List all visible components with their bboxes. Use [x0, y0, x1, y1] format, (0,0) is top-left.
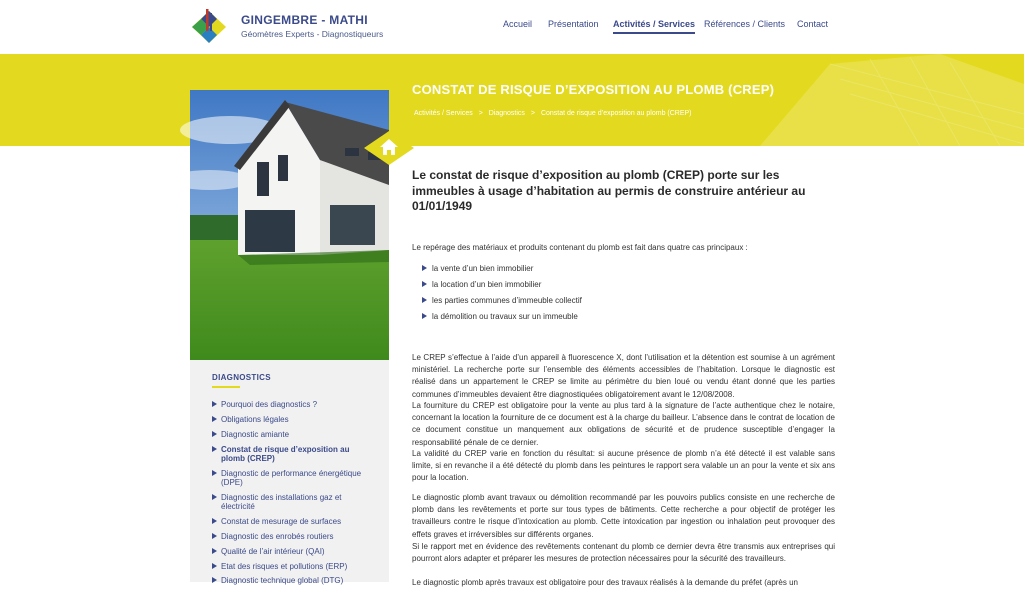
- intro-heading: Le constat de risque d’exposition au plomb (CREP) porte sur les immeubles à usage d’habitation au permis de construire antérieur au 01/01/1949: [412, 168, 806, 213]
- sidebar-item-amiante[interactable]: [212, 430, 372, 439]
- sidebar-item-erp[interactable]: [212, 562, 372, 571]
- paragraph-plomb-travaux: Le diagnostic plomb avant travaux ou démolition recommandé par les pouvoirs publics consiste en une recherche de plomb dans les revêtements et porte sur tous types de bâtiments. Cette recherche a pour objectif de protéger les travailleurs contre le risque d’intoxication au plomb. Cette intoxication par ingestion ou inhalation peut provoquer des effets graves et irréversibles sur différents organes.: [412, 493, 835, 539]
- bullet-text: la location d’un bien immobilier: [432, 280, 542, 289]
- page-title: CONSTAT DE RISQUE D’EXPOSITION AU PLOMB (CREP): [412, 82, 775, 97]
- site-header: [0, 0, 1024, 54]
- arrow-right-icon: [212, 533, 217, 539]
- sidebar-item-label: Diagnostic de performance énergétique (DPE): [221, 469, 362, 487]
- house-photo: [190, 90, 389, 360]
- sidebar-item-dtg[interactable]: [212, 576, 372, 585]
- breadcrumb-separator: >: [530, 110, 535, 117]
- sidebar-item-gaz-electricite[interactable]: [212, 493, 372, 511]
- arrow-right-icon: [212, 470, 217, 476]
- breadcrumb-separator: >: [478, 110, 483, 117]
- bullet-text: la démolition ou travaux sur un immeuble: [432, 312, 578, 321]
- bullet-text: la vente d’un bien immobilier: [432, 264, 534, 273]
- sidebar-item-label: Obligations légales: [221, 415, 289, 424]
- page-banner: [0, 54, 1024, 146]
- sidebar-item-pourquoi[interactable]: [212, 400, 372, 409]
- sidebar-title: DIAGNOSTICS: [212, 373, 271, 382]
- paragraph-apres-travaux: Le diagnostic plomb après travaux est obligatoire pour des travaux réalisés à la demande du préfet (après un: [412, 578, 799, 587]
- arrow-right-icon: [422, 281, 427, 287]
- arrow-right-icon: [212, 401, 217, 407]
- bullet-item: [422, 296, 582, 305]
- paragraph-crep-obligation: La fourniture du CREP est obligatoire pour la vente au plus tard à la signature de l’acte authentique chez le notaire, concernant la location la fourniture de ce document est à la charge du bailleur. L’absence dans le contrat de location de ce document constitue un manquement aux obligations de sécurité et de prudence susceptible d’engager la responsabilité pénale de ce dernier.: [412, 401, 835, 447]
- sidebar-item-label: Diagnostic des enrobés routiers: [221, 532, 334, 541]
- brand-name[interactable]: GINGEMBRE - MATHI: [241, 13, 368, 27]
- nav-presentation[interactable]: Présentation: [548, 19, 599, 29]
- sidebar-item-label: Qualité de l’air intérieur (QAI): [221, 547, 325, 556]
- main-nav: [0, 19, 1024, 39]
- nav-contact[interactable]: Contact: [797, 19, 829, 29]
- sidebar-item-dpe[interactable]: [212, 469, 372, 487]
- nav-references-clients[interactable]: Références / Clients: [704, 19, 786, 29]
- sidebar-diagnostics: [190, 360, 389, 585]
- paragraph-crep-validity: La validité du CREP varie en fonction du résultat: si aucune présence de plomb n’a été détecté il est valable sans limite, si en revanche il a été détecté du plomb dans les peintures le rapport sera valable un an pour la vente et six ans pour la location.: [412, 449, 835, 483]
- breadcrumb-current: Constat de risque d’exposition au plomb (CREP): [540, 110, 692, 117]
- bullet-item: [422, 264, 533, 273]
- paragraph-crep-method: Le CREP s’effectue à l’aide d’un appareil à fluorescence X, dont l’utilisation et la détention est soumise à un agrément ministériel. La recherche porte sur l’ensemble des éléments accessibles de l’habitation. Lorsque le diagnostic est réalisé dans un appartement le CREP se limite au périmètre du bien loué ou vendu étant donné que les parties communes d’immeubles devaient être diagnostiquées obligatoirement avant le 12/08/2008.: [412, 353, 835, 399]
- nav-activites-services[interactable]: Activités / Services: [613, 19, 696, 29]
- banner-house-illustration: [740, 54, 1024, 146]
- home-badge-icon: [364, 131, 414, 165]
- sidebar-item-label: Pourquoi des diagnostics ?: [221, 400, 318, 409]
- arrow-right-icon: [212, 548, 217, 554]
- sidebar-item-label: Diagnostic des installations gaz et électricité: [221, 493, 342, 511]
- sidebar-item-mesurage[interactable]: [212, 517, 372, 526]
- bullet-item: [422, 280, 541, 289]
- arrow-right-icon: [212, 518, 217, 524]
- sidebar-item-label: Constat de mesurage de surfaces: [221, 517, 342, 526]
- arrow-right-icon: [212, 577, 217, 583]
- sidebar-item-obligations[interactable]: [212, 415, 372, 424]
- arrow-right-icon: [422, 265, 427, 271]
- sidebar-item-enrobes[interactable]: [212, 532, 372, 541]
- bullet-item: [422, 312, 578, 321]
- paragraph-rapport: Si le rapport met en évidence des revêtements contenant du plomb ce dernier devra être transmis aux entreprises qui pourront alors adapter et préparer les mesures de protection nécessaires pour la sécurité des travailleurs.: [412, 542, 835, 564]
- arrow-right-icon: [212, 416, 217, 422]
- arrow-right-icon: [212, 446, 217, 452]
- breadcrumb-diagnostics[interactable]: Diagnostics: [488, 110, 525, 117]
- sidebar-item-crep[interactable]: [212, 445, 372, 463]
- breadcrumb: [414, 110, 696, 117]
- sidebar-item-label: Diagnostic technique global (DTG): [221, 576, 344, 585]
- bullet-text: les parties communes d’immeuble collectif: [432, 296, 582, 305]
- arrow-right-icon: [422, 313, 427, 319]
- lead-paragraph: Le repérage des matériaux et produits contenant du plomb est fait dans quatre cas principaux :: [412, 243, 748, 252]
- nav-accueil[interactable]: Accueil: [503, 19, 533, 29]
- sidebar-item-label: Constat de risque d’exposition au plomb (CREP): [221, 445, 350, 463]
- breadcrumb-activites[interactable]: Activités / Services: [414, 110, 473, 117]
- arrow-right-icon: [422, 297, 427, 303]
- sidebar-item-qai[interactable]: [212, 547, 372, 556]
- sidebar-item-label: Etat des risques et pollutions (ERP): [221, 562, 348, 571]
- sidebar-item-label: Diagnostic amiante: [221, 430, 290, 439]
- arrow-right-icon: [212, 563, 217, 569]
- arrow-right-icon: [212, 494, 217, 500]
- arrow-right-icon: [212, 431, 217, 437]
- brand-tagline: Géomètres Experts - Diagnostiqueurs: [241, 29, 384, 39]
